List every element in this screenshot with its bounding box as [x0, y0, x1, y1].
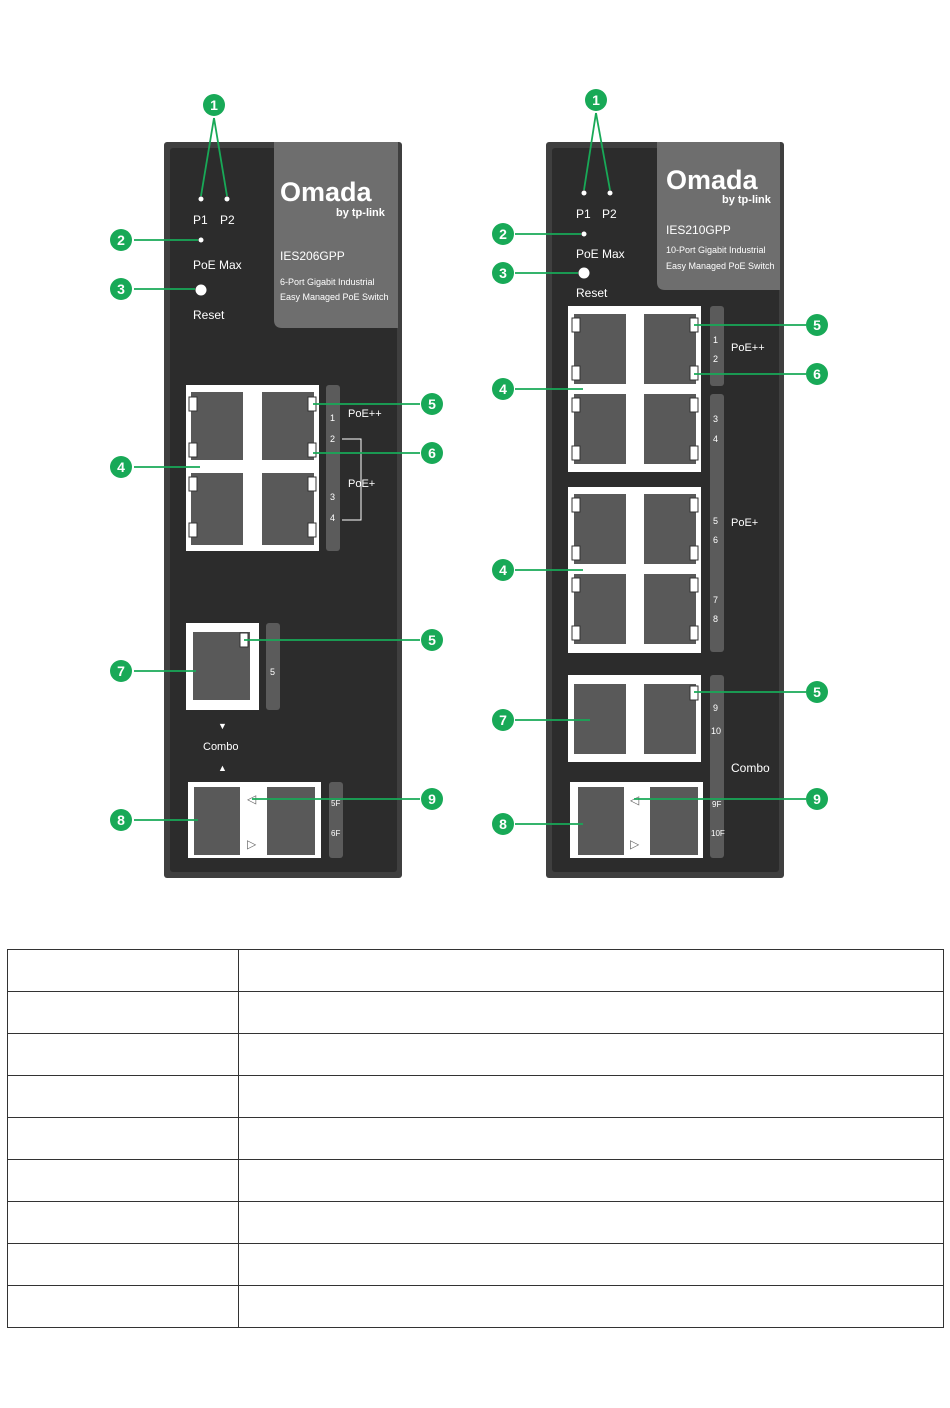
right-port-led [572, 446, 580, 460]
right-port-led [690, 366, 698, 380]
table-cell [8, 950, 239, 992]
left-sfp-led-arrow: ◁ [247, 792, 257, 806]
left-port-led [308, 443, 316, 457]
right-rj45-port [644, 494, 696, 564]
right-port-led [572, 498, 580, 512]
callout-badge [492, 262, 514, 284]
svg-text:4: 4 [499, 562, 507, 578]
callout-badge [806, 681, 828, 703]
table-cell [8, 1202, 239, 1244]
table-cell [8, 1286, 239, 1328]
left-port-led [189, 523, 197, 537]
callout-badge [492, 813, 514, 835]
right-port-led [690, 626, 698, 640]
left-sfp-port [267, 787, 315, 855]
left-rj45-port [191, 473, 243, 545]
callout-badge [110, 809, 132, 831]
left-brand-logo: Omada [280, 177, 372, 207]
table-cell [8, 1118, 239, 1160]
left-model-desc-2: Easy Managed PoE Switch [280, 292, 389, 302]
right-port-num-8: 8 [713, 614, 719, 624]
right-port-led [572, 366, 580, 380]
right-rj45-port [644, 574, 696, 644]
table-row [8, 1202, 944, 1244]
right-led-p2-label: P2 [602, 207, 617, 221]
table-row [8, 1118, 944, 1160]
svg-text:9: 9 [428, 791, 436, 807]
svg-text:2: 2 [117, 232, 125, 248]
right-port-num-10f: 10F [711, 829, 725, 838]
right-rj45-port [644, 394, 696, 464]
right-port-led [572, 578, 580, 592]
left-reset-label: Reset [193, 308, 225, 322]
callout-badge [492, 378, 514, 400]
left-led-p2 [225, 197, 230, 202]
svg-text:3: 3 [117, 281, 125, 297]
left-port-num-3: 3 [330, 492, 336, 502]
left-combo-arrow-down: ▼ [218, 721, 227, 731]
right-port-led [690, 686, 698, 700]
table-row [8, 950, 944, 992]
right-rj45-port [574, 394, 626, 464]
svg-text:8: 8 [117, 812, 125, 828]
right-port-led [690, 446, 698, 460]
callout-badge [492, 559, 514, 581]
left-port-led [189, 443, 197, 457]
callout-badge [110, 456, 132, 478]
left-port-led [308, 523, 316, 537]
callout-badge [421, 788, 443, 810]
left-port-led [189, 397, 197, 411]
left-port-num-4: 4 [330, 513, 336, 523]
left-port-num-6f: 6F [331, 829, 341, 838]
left-port-num-2: 2 [330, 434, 336, 444]
svg-text:5: 5 [428, 396, 436, 412]
table-row [8, 1286, 944, 1328]
right-port-led [572, 626, 580, 640]
table-cell [239, 1076, 944, 1118]
callout-badge [110, 229, 132, 251]
left-rj45-port [191, 392, 243, 460]
left-port-num-5: 5 [270, 667, 276, 677]
callout-badge [203, 94, 225, 116]
svg-text:1: 1 [210, 97, 218, 113]
table-cell [8, 1244, 239, 1286]
callout-badge [110, 278, 132, 300]
left-model-name: IES206GPP [280, 249, 345, 263]
right-port-num-3: 3 [713, 414, 719, 424]
left-reset-button[interactable] [196, 285, 207, 296]
svg-text:5: 5 [813, 684, 821, 700]
left-rj45-port [262, 473, 314, 545]
left-device [164, 142, 402, 878]
left-poepp-label: PoE++ [348, 408, 382, 420]
right-model-desc-2: Easy Managed PoE Switch [666, 261, 775, 271]
svg-text:5: 5 [813, 317, 821, 333]
table-cell [239, 992, 944, 1034]
left-combo-label: Combo [203, 741, 239, 753]
right-port-led [572, 398, 580, 412]
right-port-led [690, 398, 698, 412]
right-model-name: IES210GPP [666, 223, 731, 237]
left-led-poe-max [199, 238, 204, 243]
table-cell [8, 1160, 239, 1202]
right-port-num-6: 6 [713, 535, 719, 545]
svg-text:4: 4 [499, 381, 507, 397]
right-port-led [572, 318, 580, 332]
left-poe-max-label: PoE Max [193, 258, 242, 272]
callout-badge [492, 223, 514, 245]
svg-text:7: 7 [117, 663, 125, 679]
left-combo-arrow-up: ▲ [218, 763, 227, 773]
right-port-num-1: 1 [713, 335, 719, 345]
svg-text:1: 1 [592, 92, 600, 108]
right-poepp-label: PoE++ [731, 342, 765, 354]
table-cell [8, 992, 239, 1034]
right-brand-byline: by tp-link [722, 194, 771, 206]
table-cell [8, 1076, 239, 1118]
right-rj45-port [644, 314, 696, 384]
right-combo-rj45-port [574, 684, 626, 754]
right-rj45-port [574, 574, 626, 644]
right-port-num-9: 9 [713, 703, 719, 713]
left-port-led [308, 477, 316, 491]
table-cell [239, 1118, 944, 1160]
svg-text:9: 9 [813, 791, 821, 807]
right-port-num-7: 7 [713, 595, 719, 605]
callout-badge [492, 709, 514, 731]
left-brand-byline: by tp-link [336, 207, 385, 219]
right-port-num-4: 4 [713, 434, 719, 444]
right-led-p1 [582, 191, 587, 196]
svg-text:7: 7 [499, 712, 507, 728]
right-port-num-10: 10 [711, 726, 722, 736]
table-cell [8, 1034, 239, 1076]
right-port-num-9f: 9F [712, 800, 722, 809]
svg-text:5: 5 [428, 632, 436, 648]
right-poe-max-label: PoE Max [576, 247, 625, 261]
svg-text:3: 3 [499, 265, 507, 281]
callout-badge [806, 363, 828, 385]
table-cell [239, 1034, 944, 1076]
callout-badge [806, 788, 828, 810]
right-port-led [690, 546, 698, 560]
left-port-led [189, 477, 197, 491]
right-sfp-port [578, 787, 624, 855]
left-port-strip-1-4 [326, 385, 340, 551]
svg-text:4: 4 [117, 459, 125, 475]
left-led-p1-label: P1 [193, 213, 208, 227]
callout-badge [585, 89, 607, 111]
left-led-p2-label: P2 [220, 213, 235, 227]
right-led-p2 [608, 191, 613, 196]
right-brand-logo: Omada [666, 165, 758, 195]
right-sfp-led-arrow: ◁ [630, 793, 640, 807]
left-rj45-port [262, 392, 314, 460]
legend-table [7, 949, 944, 1328]
table-row [8, 1076, 944, 1118]
left-model-desc-1: 6-Port Gigabit Industrial [280, 277, 375, 287]
right-device [546, 142, 784, 878]
right-port-led [572, 546, 580, 560]
table-cell [239, 950, 944, 992]
left-poep-label: PoE+ [348, 478, 376, 490]
svg-text:2: 2 [499, 226, 507, 242]
table-cell [239, 1244, 944, 1286]
left-sfp-port [194, 787, 240, 855]
callout-badge [421, 442, 443, 464]
table-row [8, 1160, 944, 1202]
right-led-p1-label: P1 [576, 207, 591, 221]
table-row [8, 1244, 944, 1286]
right-rj45-port [574, 314, 626, 384]
table-row [8, 992, 944, 1034]
table-cell [239, 1160, 944, 1202]
callout-badge [110, 660, 132, 682]
right-port-num-5: 5 [713, 516, 719, 526]
right-rj45-port [574, 494, 626, 564]
left-port-num-1: 1 [330, 413, 336, 423]
callout-badge [806, 314, 828, 336]
right-reset-label: Reset [576, 286, 608, 300]
right-combo-label: Combo [731, 761, 770, 775]
right-port-led [690, 578, 698, 592]
svg-text:6: 6 [813, 366, 821, 382]
right-port-led [690, 498, 698, 512]
left-led-p1 [199, 197, 204, 202]
right-reset-button[interactable] [579, 268, 590, 279]
svg-text:8: 8 [499, 816, 507, 832]
callout-badge [421, 393, 443, 415]
right-led-poe-max [582, 232, 587, 237]
table-cell [239, 1286, 944, 1328]
left-sfp-led-arrow: ▷ [247, 837, 257, 851]
right-poep-label: PoE+ [731, 517, 759, 529]
left-port-strip-sfp [329, 782, 343, 858]
svg-text:6: 6 [428, 445, 436, 461]
callout-badge [421, 629, 443, 651]
left-port-num-5f: 5F [331, 799, 341, 808]
table-cell [239, 1202, 944, 1244]
table-row [8, 1034, 944, 1076]
right-port-num-2: 2 [713, 354, 719, 364]
right-model-desc-1: 10-Port Gigabit Industrial [666, 245, 766, 255]
right-sfp-led-arrow: ▷ [630, 837, 640, 851]
right-combo-rj45-port [644, 684, 696, 754]
right-sfp-port [650, 787, 698, 855]
